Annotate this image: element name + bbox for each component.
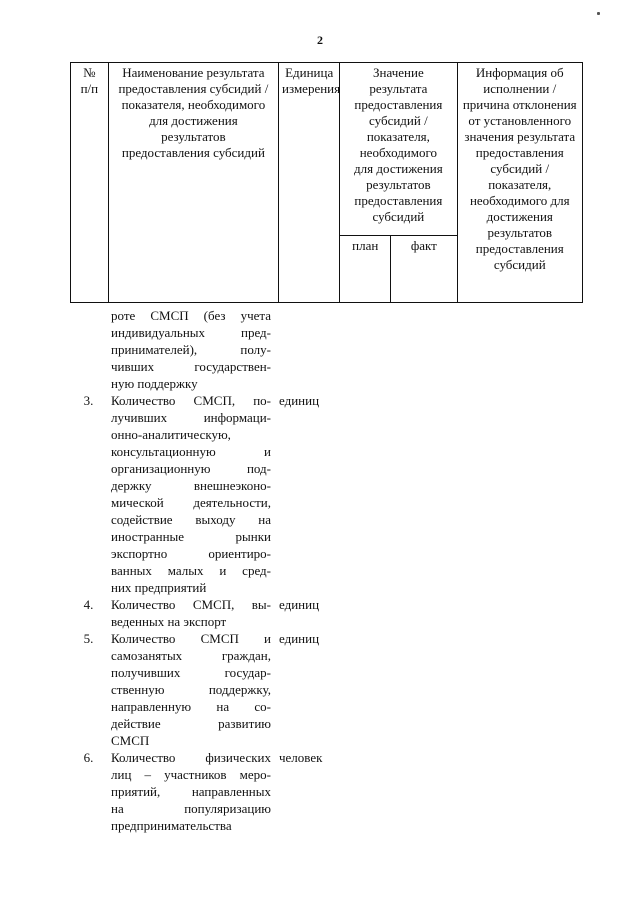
row-number: 3. (83, 393, 94, 408)
header-cell-plan (340, 236, 391, 303)
row-name-line: на популяризацию (111, 801, 271, 816)
row-name-line: них предприятий (111, 580, 207, 595)
row-name-line: держку внешнеэконо- (111, 478, 271, 493)
row-name-line: СМСП (111, 733, 150, 748)
table-row (70, 596, 370, 630)
row-unit: человек (279, 750, 323, 765)
header-value-label: Значение результата предоставления субсидий / показателя, необходимого для достижения результатов предоставления субсидий (354, 65, 443, 224)
row-name-line: предпринимательства (111, 818, 232, 833)
header-info-label: Информация об исполнении / причина отклонения от установленного значения результата предоставления субсидий / показателя, необходимого для достижения результатов предоставления субсидий (462, 65, 577, 272)
header-unit-label: Единица измерения (282, 65, 341, 96)
row-unit: единиц (279, 631, 320, 646)
row-number: 5. (83, 631, 94, 646)
row-name-line: консультационную и (111, 444, 271, 459)
row-unit: единиц (279, 393, 320, 408)
header-plan-label: план (352, 238, 379, 253)
row-unit: единиц (279, 597, 320, 612)
scan-mark (597, 12, 600, 15)
row-name-line: веденных на экспорт (111, 614, 227, 629)
header-fact-label: факт (410, 238, 437, 253)
row-name-line: направленную на со- (111, 699, 271, 714)
row-name (107, 630, 271, 749)
row-name-line: роте СМСП (без учета (111, 308, 271, 323)
row-name-line: мической деятельности, (111, 495, 271, 510)
header-cell-number (71, 63, 109, 303)
row-name-line: ванных малых и сред- (111, 563, 271, 578)
row-name-line: организационную под- (111, 461, 271, 476)
row-name-line: Количество СМСП и (111, 631, 271, 646)
row-name-line: чивших государствен- (111, 359, 271, 374)
row-name-line: содействие выходу на (111, 512, 271, 527)
header-cell-unit (279, 63, 340, 303)
header-number-label: № п/п (80, 65, 99, 96)
header-cell-fact (391, 236, 457, 303)
row-name-line: самозанятых граждан, (111, 648, 271, 663)
row-name-line: получивших государ- (111, 665, 271, 680)
row-name-line: индивидуальных пред- (111, 325, 271, 340)
row-name (107, 596, 271, 630)
row-name-line: ственную поддержку, (111, 682, 271, 697)
header-cell-value (340, 63, 457, 236)
row-name-line: экспортно ориентиро- (111, 546, 271, 561)
page-number: 2 (317, 33, 323, 47)
row-name-line: ную поддержку (111, 376, 198, 391)
header-cell-name (108, 63, 278, 303)
row-name-line: иностранные рынки (111, 529, 271, 544)
row-name-line: Количество СМСП, вы- (111, 597, 271, 612)
results-table-header (70, 62, 583, 303)
header-name-label: Наименование результата предоставления субсидий / показателя, необходимого для достижения результатов предоставления субсидий (118, 65, 269, 160)
row-name (107, 307, 271, 392)
row-name-line: приятий, направленных (111, 784, 271, 799)
header-cell-info (457, 63, 582, 303)
row-name-line: принимателей), полу- (111, 342, 271, 357)
results-table-body (70, 307, 370, 834)
table-row (70, 630, 370, 749)
table-row (70, 307, 370, 392)
row-name-line: Количество СМСП, по- (111, 393, 271, 408)
row-name-line: Количество физических (111, 750, 271, 765)
row-number: 6. (83, 750, 94, 765)
table-row (70, 392, 370, 596)
row-name-line: лучивших информаци- (111, 410, 271, 425)
row-name (107, 749, 271, 834)
table-row (70, 749, 370, 834)
row-name-line: лиц – участников меро- (111, 767, 271, 782)
row-name (107, 392, 271, 596)
row-name-line: действие развитию (111, 716, 271, 731)
row-name-line: онно-аналитическую, (111, 427, 231, 442)
row-number: 4. (83, 597, 94, 612)
